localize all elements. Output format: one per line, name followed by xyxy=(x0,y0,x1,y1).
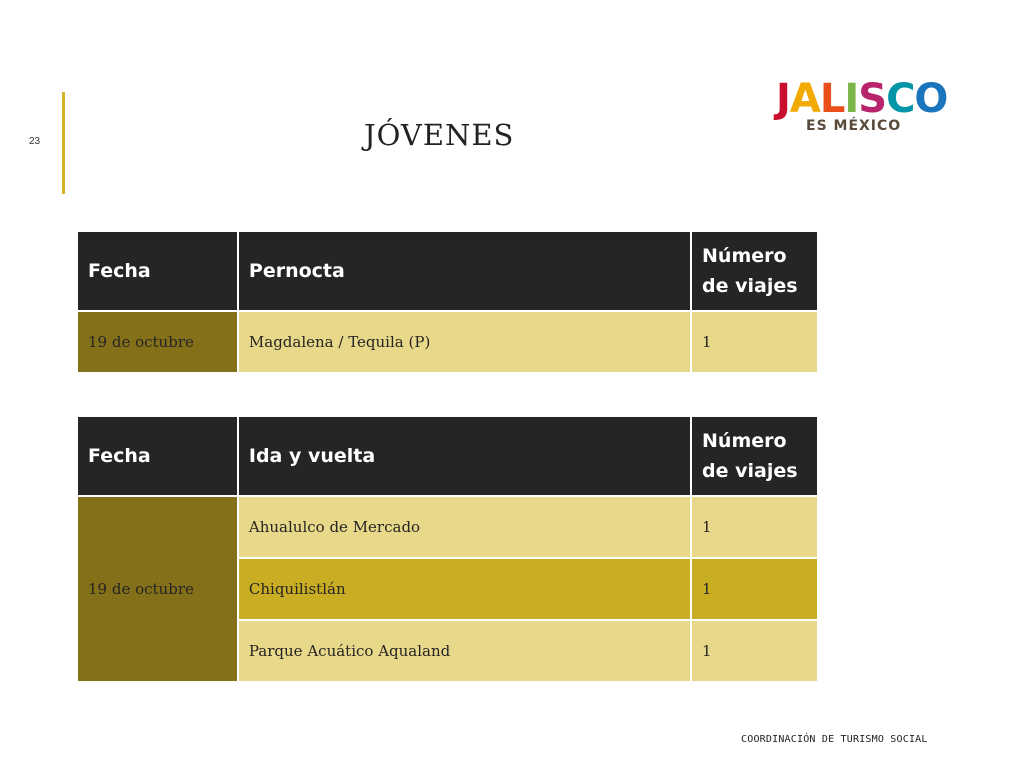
slide-title: JÓVENES xyxy=(364,118,515,152)
header-fecha: Fecha xyxy=(77,416,238,496)
table-row xyxy=(77,311,818,373)
trips-cell: 1 xyxy=(691,311,818,373)
logo-letter: J xyxy=(776,76,790,122)
pernocta-table xyxy=(76,230,819,374)
jalisco-logo xyxy=(770,76,948,142)
place-cell: Ahualulco de Mercado xyxy=(238,496,691,558)
logo-letter: C xyxy=(886,76,915,122)
date-cell: 19 de octubre xyxy=(77,496,238,682)
trips-cell: 1 xyxy=(691,558,818,620)
trips-cell: 1 xyxy=(691,496,818,558)
footer-text: COORDINACIÓN DE TURISMO SOCIAL xyxy=(741,734,928,745)
place-cell: Chiquilistlán xyxy=(238,558,691,620)
header-ida-y-vuelta: Ida y vuelta xyxy=(238,416,691,496)
logo-letter: O xyxy=(914,76,948,122)
ida-y-vuelta-table xyxy=(76,415,819,683)
logo-subtitle: ES MÉXICO xyxy=(806,118,902,134)
table-row xyxy=(77,496,818,558)
logo-letter: I xyxy=(844,76,859,122)
trips-cell: 1 xyxy=(691,620,818,682)
slide-number: 23 xyxy=(29,136,41,147)
place-cell: Parque Acuático Aqualand xyxy=(238,620,691,682)
header-fecha: Fecha xyxy=(77,231,238,311)
logo-letter: L xyxy=(819,76,845,122)
place-cell: Magdalena / Tequila (P) xyxy=(238,311,691,373)
logo-letter: A xyxy=(789,76,820,122)
header-numero-viajes: Número de viajes xyxy=(691,416,818,496)
header-numero-viajes: Número de viajes xyxy=(691,231,818,311)
table-header-row xyxy=(77,416,818,496)
logo-letter: S xyxy=(858,76,887,122)
header-pernocta: Pernocta xyxy=(238,231,691,311)
accent-line xyxy=(62,92,65,194)
logo-wordmark xyxy=(776,76,947,122)
table-header-row xyxy=(77,231,818,311)
date-cell: 19 de octubre xyxy=(77,311,238,373)
